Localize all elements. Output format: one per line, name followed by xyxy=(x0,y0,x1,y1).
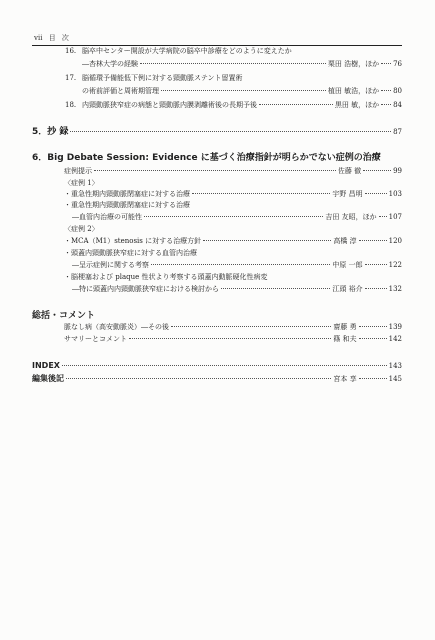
leader-dots xyxy=(365,264,387,265)
entry-title: ・重急性期内頸動脈閉塞症に対する治療 xyxy=(64,201,190,209)
index-title: INDEX xyxy=(32,361,60,370)
entry-page: 103 xyxy=(388,190,402,198)
item-author: 植田 敏浩，ほか xyxy=(327,87,380,95)
item-author: 栗田 浩樹，ほか xyxy=(327,60,380,68)
item-number: 16. xyxy=(65,47,77,55)
leader-dots xyxy=(94,170,336,171)
leader-dots xyxy=(140,63,326,64)
leader-dots xyxy=(203,240,331,241)
leader-dots xyxy=(381,104,391,105)
entry-page: 122 xyxy=(388,261,402,269)
toc-row xyxy=(64,166,402,176)
leader-dots xyxy=(151,264,330,265)
leader-dots xyxy=(379,216,387,217)
entry-author: 宇野 昌明 xyxy=(332,190,363,198)
entry-author: 吉田 友昭，ほか xyxy=(325,213,377,221)
entry-page: 142 xyxy=(388,335,402,343)
leader-dots xyxy=(62,365,387,366)
afterword-author: 宮本 享 xyxy=(333,375,357,383)
index-row xyxy=(32,361,402,370)
toc-row xyxy=(64,189,402,199)
entry-author: 篠 和夫 xyxy=(333,335,357,343)
case-heading: 〈症例 1〉 xyxy=(64,179,99,187)
entry-page: 132 xyxy=(388,285,402,293)
entry-title: ・頭蓋内頸動脈狭窄症に対する血管内治療 xyxy=(64,249,197,257)
leader-dots xyxy=(171,326,331,327)
leader-dots xyxy=(381,63,391,64)
entry-author: 江頭 裕介 xyxy=(332,285,363,293)
entry-author: 齋藤 勇 xyxy=(333,323,357,331)
entry-subtitle: ―血管内治療の可能性 xyxy=(72,213,142,221)
toc-row xyxy=(72,284,402,294)
leader-dots xyxy=(192,193,330,194)
item-page: 76 xyxy=(393,60,402,68)
toc-row xyxy=(64,334,402,344)
entry-page: 107 xyxy=(388,213,402,221)
leader-dots xyxy=(381,90,391,91)
entry-title: サマリーとコメント xyxy=(64,335,127,343)
item-subtitle: ―杏林大学の経験 xyxy=(82,60,138,68)
item-title: 脳卒中センター開設が大学病院の脳卒中診療をどのように変えたか xyxy=(82,47,292,55)
item-title: 脳循環予備能低下例に対する頸動脈ステント留置術 xyxy=(82,74,243,82)
afterword-title: 編集後記 xyxy=(32,374,64,383)
item-number: 18. xyxy=(65,101,77,109)
entry-title: ・重急性期内頸動脈閉塞症に対する治療 xyxy=(64,190,190,198)
page-header: ⅶ 目 次 xyxy=(34,34,71,42)
entry-subtitle: ―特に頭蓋内内頸動脈狭窄症における検討から xyxy=(72,285,219,293)
entry-author: 中原 一郎 xyxy=(332,261,363,269)
entry-page: 99 xyxy=(393,167,402,175)
leader-dots xyxy=(365,193,387,194)
leader-dots xyxy=(221,288,330,289)
leader-dots xyxy=(359,240,387,241)
item-subtitle: の術前評価と周術期管理 xyxy=(82,87,159,95)
leader-dots xyxy=(359,326,387,327)
entry-subtitle: ―呈示症例に関する考察 xyxy=(72,261,149,269)
entry-author: 佐藤 徹 xyxy=(337,167,362,175)
leader-dots xyxy=(129,338,331,339)
leader-dots xyxy=(259,104,333,105)
index-page: 143 xyxy=(388,362,402,370)
item-title: 内頸動脈狭窄症の病態と頸動脈内膜剥離術後の長期予後 xyxy=(82,101,257,109)
toc-row xyxy=(82,59,402,69)
afterword-page: 145 xyxy=(388,375,402,383)
item-page: 80 xyxy=(393,87,402,95)
entry-title: ・MCA（M1）stenosis に対する治療方針 xyxy=(64,237,202,245)
entry-title: ・脳梗塞および plaque 性状より考察する頭蓋内動脈硬化性病変 xyxy=(64,273,268,281)
summary-title: 総括・コメント xyxy=(32,311,96,321)
leader-dots xyxy=(66,378,331,379)
case-heading: 〈症例 2〉 xyxy=(64,225,99,233)
section-6-title: 6．Big Debate Session: Evidence に基づく治療指針が明らかでない症例の治療 xyxy=(32,153,381,163)
leader-dots xyxy=(70,131,391,132)
leader-dots xyxy=(365,288,387,289)
entry-title: 症例提示 xyxy=(64,167,92,175)
entry-title: 脈なし病（高安動脈炎）―その後 xyxy=(64,323,169,331)
entry-page: 120 xyxy=(388,237,402,245)
toc-row xyxy=(82,86,402,96)
section-5-row xyxy=(32,124,402,137)
entry-author: 高橋 淳 xyxy=(333,237,357,245)
item-page: 84 xyxy=(393,101,402,109)
leader-dots xyxy=(363,170,391,171)
item-number: 17. xyxy=(65,74,77,82)
leader-dots xyxy=(144,216,323,217)
leader-dots xyxy=(161,90,326,91)
toc-row xyxy=(72,212,402,222)
afterword-row xyxy=(32,373,402,384)
leader-dots xyxy=(359,378,387,379)
toc-row xyxy=(72,260,402,270)
toc-row xyxy=(64,322,402,332)
toc-row xyxy=(82,100,402,110)
item-author: 黒田 敏，ほか xyxy=(334,101,380,109)
leader-dots xyxy=(359,338,387,339)
section-page: 87 xyxy=(393,128,402,136)
toc-row xyxy=(64,236,402,246)
section-title: 5．抄 録 xyxy=(32,127,69,137)
entry-page: 139 xyxy=(388,323,402,331)
